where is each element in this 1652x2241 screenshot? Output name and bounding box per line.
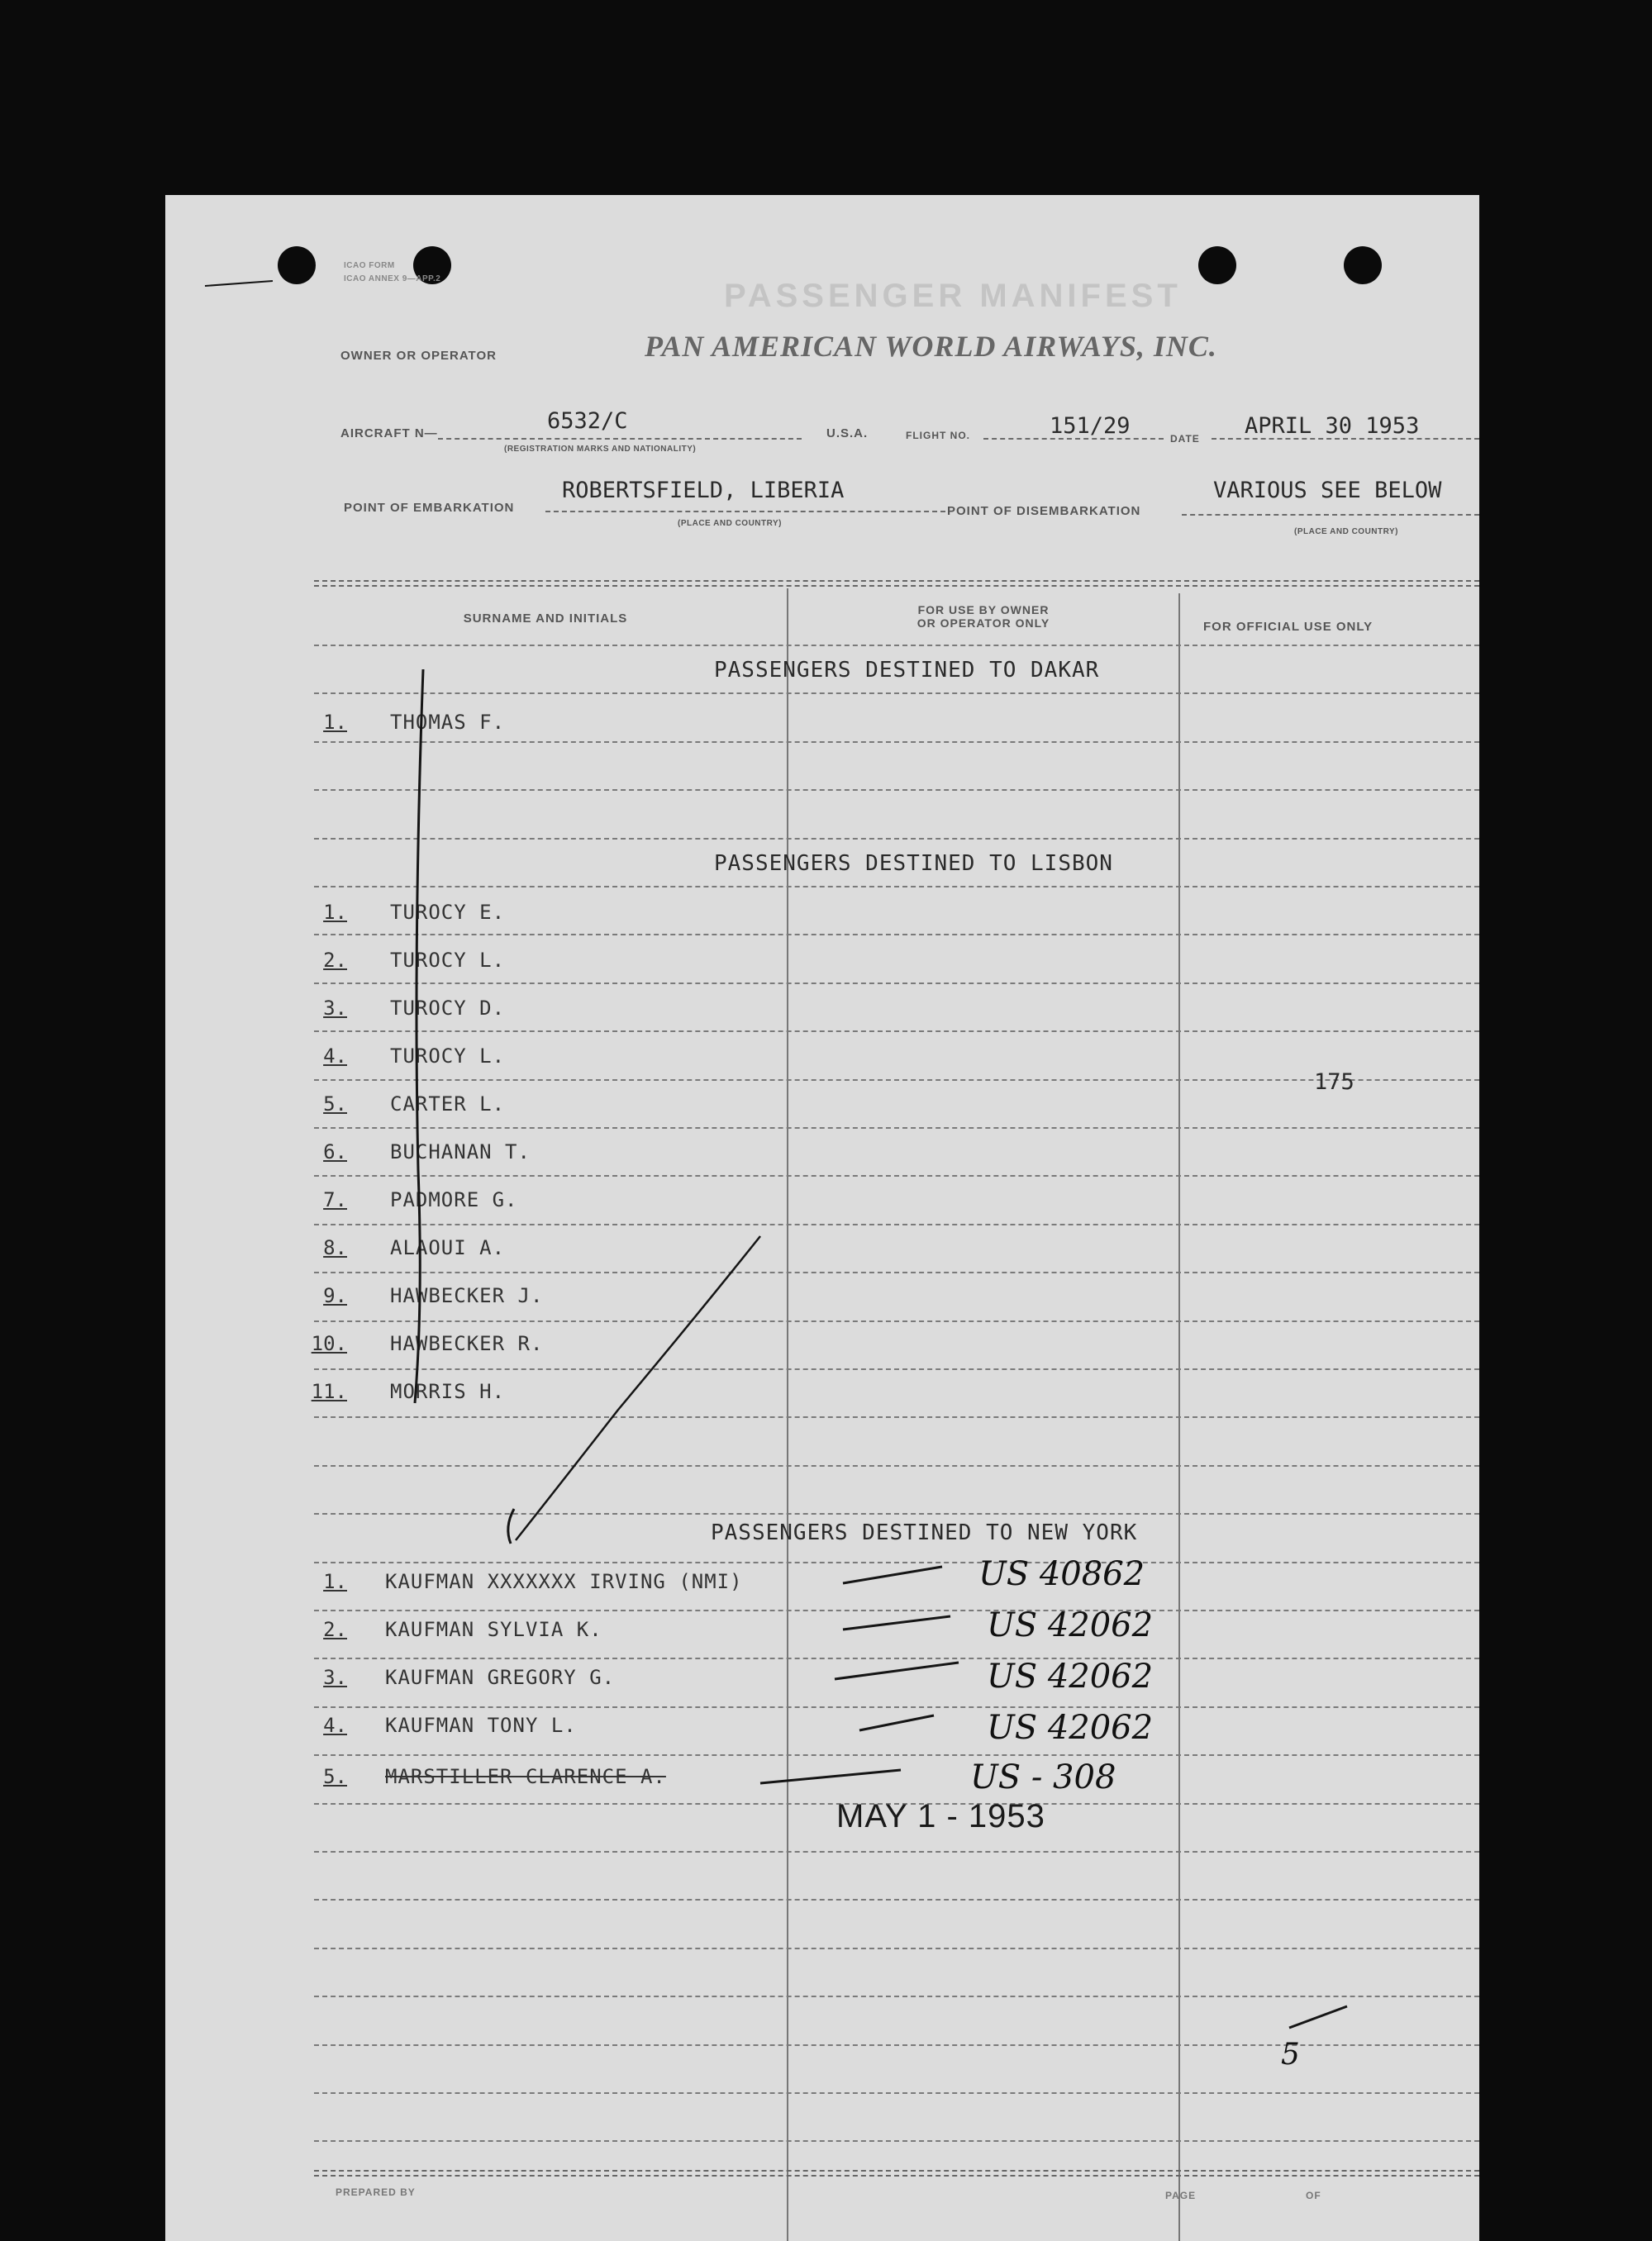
passenger-name-struck: MARSTILLER CLARENCE A. [385,1765,666,1788]
passenger-number: 2. [323,1618,347,1641]
pen-diagonal-line [516,1236,760,1540]
passenger-name: PADMORE G. [390,1188,518,1211]
aircraft-sublabel: (REGISTRATION MARKS AND NATIONALITY) [504,445,697,454]
pen-dash [859,1715,934,1730]
page-label: PAGE [1165,2190,1197,2201]
handwritten-note: US 40862 [978,1555,1145,1593]
of-label: OF [1306,2190,1321,2201]
pen-dash [843,1616,950,1630]
passenger-number: 5. [323,1765,347,1788]
disembark-sublabel: (PLACE AND COUNTRY) [1294,527,1398,536]
prepared-by-label: PREPARED BY [336,2186,416,2198]
usa-label: U.S.A. [826,426,869,440]
passenger-number: 6. [323,1140,347,1163]
passenger-number: 1. [323,711,347,734]
embark-sublabel: (PLACE AND COUNTRY) [678,519,782,528]
aircraft-value: 6532/C [547,408,628,434]
disembark-value: VARIOUS SEE BELOW [1213,478,1442,503]
passenger-name: KAUFMAN GREGORY G. [385,1666,616,1689]
pen-dash [835,1663,959,1679]
form-ref: ICAO ANNEX 9—APP.2 [344,274,441,283]
passenger-name: KAUFMAN XXXXXXX IRVING (NMI) [385,1570,743,1593]
footer-rule [314,2170,1479,2177]
handwritten-note: US 42062 [987,1606,1154,1644]
passenger-number: 3. [323,997,347,1020]
disembark-label: POINT OF DISEMBARKATION [947,504,1141,518]
passenger-number: 2. [323,949,347,972]
handwritten-note: US 42062 [987,1658,1154,1696]
passenger-name: HAWBECKER R. [390,1332,544,1355]
passenger-name: KAUFMAN TONY L. [385,1714,577,1737]
passenger-name: TUROCY D. [390,997,506,1020]
passenger-name: MORRIS H. [390,1380,506,1403]
embark-label: POINT OF EMBARKATION [344,501,515,515]
owner-value: PAN AMERICAN WORLD AIRWAYS, INC. [645,330,1217,363]
col-owner-head-line2: OR OPERATOR ONLY [916,616,1050,630]
passenger-number: 10. [311,1332,347,1355]
page-mark: 5 [1281,2038,1300,2072]
handwritten-note: US 42062 [987,1709,1154,1747]
passenger-name: BUCHANAN T. [390,1140,531,1163]
passenger-number: 4. [323,1714,347,1737]
form-title: PASSENGER MANIFEST [724,278,1182,314]
passenger-name: HAWBECKER J. [390,1284,544,1307]
passenger-name: CARTER L. [390,1092,506,1116]
col-owner-head-line1: FOR USE BY OWNER [917,603,1050,616]
passenger-number: 9. [323,1284,347,1307]
passenger-name: TUROCY E. [390,901,506,924]
section-title-dakar: PASSENGERS DESTINED TO DAKAR [714,658,1100,683]
date-stamp: MAY 1 - 1953 [836,1798,1045,1834]
passenger-number: 8. [323,1236,347,1259]
pen-check-mark [508,1509,514,1544]
col-surname-head: SURNAME AND INITIALS [463,611,628,626]
handwritten-note: US - 308 [970,1758,1116,1796]
col-official-head: FOR OFFICIAL USE ONLY [1203,620,1373,634]
aircraft-label: AIRCRAFT N— [340,426,438,440]
passenger-name: TUROCY L. [390,949,506,972]
owner-label: OWNER OR OPERATOR [340,349,497,363]
passenger-number: 1. [323,1570,347,1593]
passenger-name: KAUFMAN SYLVIA K. [385,1618,602,1641]
pen-slash [1289,2006,1347,2028]
date-label: DATE [1170,433,1200,445]
section-title-lisbon: PASSENGERS DESTINED TO LISBON [714,851,1113,876]
pen-dash [843,1567,942,1583]
passenger-number: 11. [311,1380,347,1403]
official-note: 175 [1314,1069,1354,1095]
pen-bracket-line [415,669,423,1403]
passenger-name: TUROCY L. [390,1044,506,1068]
passenger-name: THOMAS F. [390,711,506,734]
flight-value: 151/29 [1050,413,1131,439]
passenger-number: 5. [323,1092,347,1116]
date-value: APRIL 30 1953 [1245,413,1420,439]
section-title-newyork: PASSENGERS DESTINED TO NEW YORK [711,1520,1138,1545]
flight-label: FLIGHT NO. [906,430,970,441]
pen-dash [760,1770,901,1783]
form-ref: ICAO FORM [344,261,395,270]
manifest-sheet [165,195,1479,2241]
embark-value: ROBERTSFIELD, LIBERIA [562,478,845,503]
passenger-number: 1. [323,901,347,924]
pen-tick [205,281,273,286]
pen-marks [165,195,1479,2241]
passenger-number: 4. [323,1044,347,1068]
passenger-number: 3. [323,1666,347,1689]
passenger-number: 7. [323,1188,347,1211]
passenger-name: ALAOUI A. [390,1236,506,1259]
